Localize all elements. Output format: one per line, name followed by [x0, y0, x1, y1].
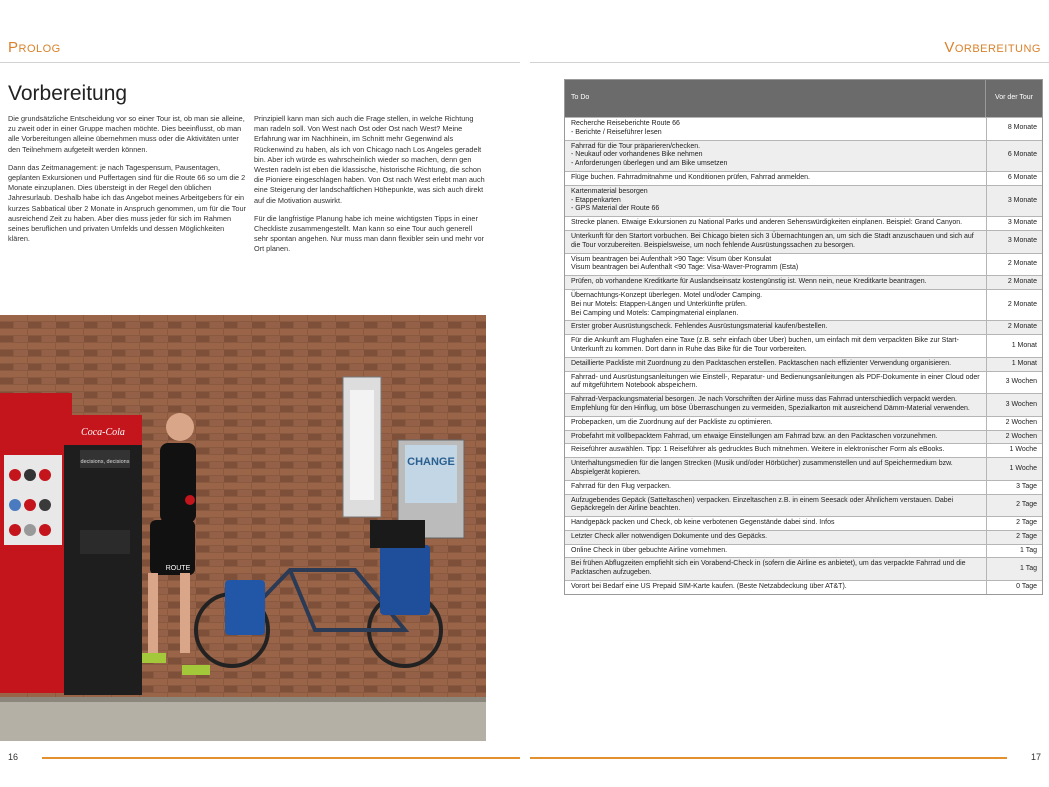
task-cell: Bei frühen Abflugzeiten empfiehlt sich ein Vorabend-Check in (sofern die Airline es anbietet), um das verpackte Fahrrad und die Packtaschen aufzugeben.	[571, 560, 966, 577]
text-column-right	[254, 114, 486, 263]
table-row	[565, 544, 1042, 558]
front-pannier	[225, 580, 265, 635]
table-row	[565, 357, 1042, 371]
running-head-right: Vorbereitung	[944, 39, 1041, 56]
time-cell: 6 Monate	[986, 141, 1042, 171]
time-cell: 2 Monate	[986, 276, 1042, 289]
time-cell: 0 Tage	[986, 581, 1042, 594]
footer-rule-right	[530, 757, 1007, 759]
time-cell: 3 Wochen	[986, 372, 1042, 394]
cyclist-photo	[0, 315, 486, 741]
table-row	[565, 171, 1042, 185]
table-row	[565, 580, 1042, 594]
task-cell: Unterkunft für den Startort vorbuchen. Bei Chicago bieten sich 3 Übernachtungen an, um sich die Stadt anzuschauen und sich auf die Tour vorzubereiten. Beispielsweise, um noch fehlende Ausrüstungssachen zu besorgen.	[571, 232, 974, 249]
table-row	[565, 443, 1042, 457]
time-cell: 3 Tage	[986, 481, 1042, 494]
paragraph: Für die langfristige Planung habe ich meine wichtigsten Tipps in einer Checkliste zusammengestellt. Man kann so eine Tour auch generell sehr spontan angehen. Nur muss man dann flexibler sein und mehr vor Ort planen.	[254, 213, 484, 254]
time-cell: 2 Tage	[986, 531, 1042, 544]
time-cell: 1 Woche	[986, 458, 1042, 480]
time-cell: 2 Monate	[986, 321, 1042, 334]
coke-logo: Coca-Cola	[81, 427, 125, 438]
paragraph: Prinzipiell kann man sich auch die Frage stellen, in welche Richtung man radeln soll. Von West nach Ost oder Ost nach West? Meine Erfahrung war im Nachhinein, im Schnitt mehr Gegenwind als Rückenwind zu haben, als ich von Chicago nach Los Angeles geradelt bin. Aber ich würde es wahrscheinlich wieder so machen, denn gen Westen radeln ist eben die klassische, historische Richtung, die schon die Pioniere eingeschlagen haben. Von Ost nach West erlebt man auch eine Steigerung der landschaftlichen Höhepunkte, was sich auch direkt auf die Motivation auswirkt.	[254, 114, 485, 205]
task-cell: Unterhaltungsmedien für die langen Strecken (Musik und/oder Hörbücher) zusammenstellen und auf Speichermedium bzw. Abspielgerät kopieren.	[571, 460, 953, 476]
task-cell: Letzter Check aller notwendigen Dokumente und des Gepäcks.	[571, 532, 768, 540]
table-row	[565, 320, 1042, 334]
paragraph: Die grundsätzliche Entscheidung vor so einer Tour ist, ob man sie alleine, zu zweit oder in einer Gruppe machen möchte. Dies beeinflusst, ob man alle Vorbereitungen alleine übernehmen muss oder die Aktivitäten unter den Teilnehmern aufgeteilt werden können.	[8, 114, 245, 154]
table-row	[565, 334, 1042, 357]
table-row	[565, 275, 1042, 289]
table-header	[565, 80, 1042, 117]
table-row	[565, 289, 1042, 320]
paragraph: Dann das Zeitmanagement: je nach Tagespensum, Pausentagen, geplanten Exkursionen und Puffertagen sind für die Route 66 so um die 2 Monate einzuplanen. Dies übersteigt in der Regel den üblichen Jahresurlaub. Deshalb habe ich das Angebot meines Arbeitgebers für ein kurzes Sabbatical über 2 Monate in Anspruch genommen, um für die Tour ausreichend Zeit zu haben. Aber dies muss jeder für sich im Rahmen seines beruflichen und privaten Umfelds und dessen Möglichkeiten klären.	[8, 162, 246, 244]
page-number-right: 17	[1030, 752, 1041, 762]
table-row	[565, 557, 1042, 580]
article-title: Vorbereitung	[8, 82, 128, 105]
task-cell: Für die Ankunft am Flughafen eine Taxe (z.B. sehr einfach über Uber) buchen, um einfach mit dem verpackten Bike zur Start-Unterkunft zu kommen. Dort dann in Ruhe das Bike für die Tour vorbereiten.	[571, 337, 959, 353]
time-cell: 1 Monat	[986, 335, 1042, 357]
table-row	[565, 117, 1042, 140]
task-cell: Probefahrt mit vollbepacktem Fahrrad, um etwaige Einstellungen am Fahrrad bzw. an den Packtaschen vorzunehmen.	[571, 432, 938, 440]
time-cell: 3 Monate	[986, 217, 1042, 230]
task-cell: Detaillierte Packliste mit Zuordnung zu den Packtaschen erstellen. Packtaschen nach effizienter Verwendung organisieren.	[571, 359, 952, 367]
task-cell: Prüfen, ob vorhandene Kreditkarte für Auslandseinsatz kostengünstig ist. Wenn nein, neue Kreditkarte beantragen.	[571, 278, 927, 286]
table-row	[565, 216, 1042, 230]
task-cell: Probepacken, um die Zuordnung auf der Packliste zu optimieren.	[571, 418, 773, 426]
time-cell: 8 Monate	[986, 118, 1042, 140]
table-row	[565, 480, 1042, 494]
time-cell: 1 Tag	[986, 558, 1042, 580]
vending-machine-red	[0, 393, 72, 693]
table-row	[565, 253, 1042, 276]
task-cell: Reiseführer auswählen. Tipp: 1 Reiseführer als gedrucktes Buch mitnehmen. Weitere in elektronischer Form als eBooks.	[571, 446, 945, 454]
table-row	[565, 371, 1042, 394]
task-cell: Fahrrad-Verpackungsmaterial besorgen. Je nach Vorschriften der Airline muss das Fahrrad unterschiedlich verpackt werden. Empfehlung für den Hinflug, um böse Überraschungen zu vermeiden, Spezialkarton mit ausreichend Dämm-Material verwenden.	[571, 396, 970, 412]
time-cell: 3 Monate	[986, 186, 1042, 216]
time-cell: 2 Tage	[986, 495, 1042, 517]
ground	[0, 700, 486, 741]
wall-sign	[343, 377, 381, 517]
task-cell: Visum beantragen bei Aufenthalt >90 Tage: Visum über Konsulat Visum beantragen bei Aufenthalt <90 Tage: Visa-Waver-Programm (Esta)	[571, 255, 799, 272]
time-cell: 2 Tage	[986, 517, 1042, 530]
time-cell: 1 Woche	[986, 444, 1042, 457]
time-cell: 3 Wochen	[986, 394, 1042, 416]
task-cell: Kartenmaterial besorgen - Etappenkarten - GPS Material der Route 66	[571, 187, 660, 213]
table-row	[565, 430, 1042, 444]
table-row	[565, 140, 1042, 171]
rear-pannier	[380, 545, 430, 615]
table-row	[565, 185, 1042, 216]
shirt-text: ROUTE	[165, 565, 191, 572]
task-cell: Handgepäck packen und Check, ob keine verbotenen Gegenstände dabei sind. Infos	[571, 519, 835, 527]
task-cell: Fahrrad für die Tour präparieren/checken. - Neukauf oder vorhandenes Bike nehmen - Anforderungen überlegen und am Bike umsetzen	[571, 142, 728, 168]
table-row	[565, 230, 1042, 253]
column-header-time: Vor der Tour	[985, 80, 1042, 117]
table-row	[565, 457, 1042, 480]
task-cell: Fahrrad für den Flug verpacken.	[571, 482, 671, 490]
task-cell: Flüge buchen. Fahrradmitnahme und Konditionen prüfen, Fahrrad anmelden.	[571, 173, 810, 181]
task-cell: Aufzugebendes Gepäck (Satteltaschen) verpacken. Einzeltaschen z.B. in einem Seesack oder Ähnlichem verstauen. Dabei Gepäckregeln der Airline beachten.	[571, 496, 954, 513]
todo-table	[564, 79, 1043, 595]
table-row	[565, 416, 1042, 430]
time-cell: 6 Monate	[986, 172, 1042, 185]
time-cell: 2 Monate	[986, 290, 1042, 320]
time-cell: 2 Monate	[986, 254, 1042, 276]
change-sign: CHANGE	[407, 456, 455, 468]
machine-label: decisions, decisions	[80, 459, 130, 465]
header-rule-right	[530, 62, 1049, 63]
page-number-left: 16	[8, 752, 19, 762]
task-cell: Recherche Reiseberichte Route 66 - Berichte / Reiseführer lesen	[571, 120, 680, 136]
text-column-left	[8, 114, 246, 252]
time-cell: 3 Monate	[986, 231, 1042, 253]
running-head-left: Prolog	[8, 39, 61, 56]
table-row	[565, 393, 1042, 416]
task-cell: Online Check in über gebuchte Airline vornehmen.	[571, 546, 728, 554]
task-cell: Übernachtungs-Konzept überlegen. Motel und/oder Camping. Bei nur Motels: Etappen-Längen und Unterkünfte prüfen. Bei Camping und Motels: Campingmaterial einplanen.	[571, 291, 763, 317]
table-row	[565, 516, 1042, 530]
table-body	[565, 117, 1042, 594]
task-cell: Fahrrad- und Ausrüstungsanleitungen wie Einstell-, Reparatur- und Bedienungsanleitungen als PDF-Dokumente in einer Cloud oder auf mitgeführtem Notebook abspeichern.	[571, 373, 980, 390]
time-cell: 1 Monat	[986, 358, 1042, 371]
time-cell: 2 Wochen	[986, 417, 1042, 430]
table-row	[565, 530, 1042, 544]
time-cell: 2 Wochen	[986, 431, 1042, 444]
table-row	[565, 494, 1042, 517]
task-cell: Erster grober Ausrüstungscheck. Fehlendes Ausrüstungsmaterial kaufen/bestellen.	[571, 323, 828, 331]
column-header-todo: To Do	[571, 94, 590, 102]
task-cell: Vorort bei Bedarf eine US Prepaid SIM-Karte kaufen. (Beste Netzabdeckung über AT&T).	[571, 583, 847, 591]
footer-rule-left	[42, 757, 520, 759]
time-cell: 1 Tag	[986, 545, 1042, 558]
task-cell: Strecke planen. Etwaige Exkursionen zu National Parks und anderen Sehenswürdigkeiten einplanen. Beispiel: Grand Canyon.	[571, 219, 963, 227]
vending-machine-dark	[64, 415, 142, 695]
header-rule-left	[0, 62, 520, 63]
